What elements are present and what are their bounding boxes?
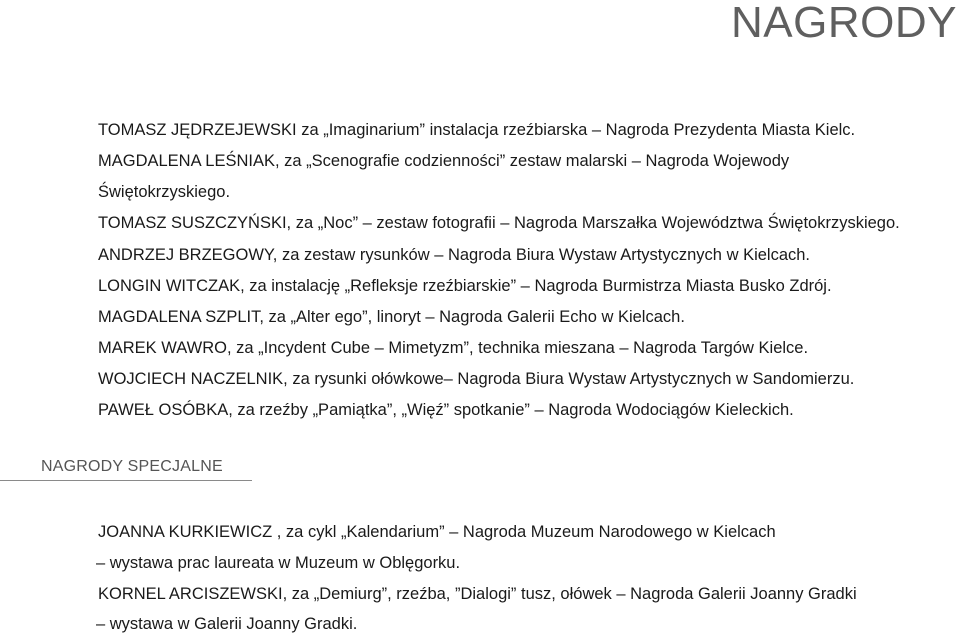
award-line: TOMASZ SUSZCZYŃSKI, za „Noc” – zestaw fotografii – Nagroda Marszałka Województwa Świętokrzyskiego. — [98, 214, 900, 232]
award-line: PAWEŁ OSÓBKA, za rzeźby „Pamiątka”, „Więź” spotkanie” – Nagroda Wodociągów Kieleckich. — [98, 401, 794, 419]
award-line: TOMASZ JĘDRZEJEWSKI za „Imaginarium” instalacja rzeźbiarska – Nagroda Prezydenta Miasta Kielc. — [98, 121, 856, 139]
special-award-line: – wystawa prac laureata w Muzeum w Oblęgorku. — [96, 554, 461, 572]
special-awards-heading: NAGRODY SPECJALNE — [41, 458, 223, 475]
special-award-line: JOANNA KURKIEWICZ , za cykl „Kalendarium” – Nagroda Muzeum Narodowego w Kielcach — [98, 523, 776, 541]
award-line: MAGDALENA SZPLIT, za „Alter ego”, linoryt – Nagroda Galerii Echo w Kielcach. — [98, 308, 685, 326]
award-line: WOJCIECH NACZELNIK, za rysunki ołówkowe– Nagroda Biura Wystaw Artystycznych w Sandomierzu. — [98, 370, 855, 388]
award-line: MAREK WAWRO, za „Incydent Cube – Mimetyzm”, technika mieszana – Nagroda Targów Kielce. — [98, 339, 809, 357]
page-title: NAGRODY — [731, 0, 957, 47]
special-award-line: – wystawa w Galerii Joanny Gradki. — [96, 615, 358, 633]
special-award-line: KORNEL ARCISZEWSKI, za „Demiurg”, rzeźba, ”Dialogi” tusz, ołówek – Nagroda Galerii Joanny Gradki — [98, 585, 857, 603]
award-line: LONGIN WITCZAK, za instalację „Refleksje rzeźbiarskie” – Nagroda Burmistrza Miasta Busko Zdrój. — [98, 277, 832, 295]
section-divider — [0, 480, 252, 481]
award-line: Świętokrzyskiego. — [98, 183, 231, 201]
award-line: ANDRZEJ BRZEGOWY, za zestaw rysunków – Nagroda Biura Wystaw Artystycznych w Kielcach. — [98, 246, 811, 264]
award-line: MAGDALENA LEŚNIAK, za „Scenografie codzienności” zestaw malarski – Nagroda Wojewody — [98, 152, 790, 170]
